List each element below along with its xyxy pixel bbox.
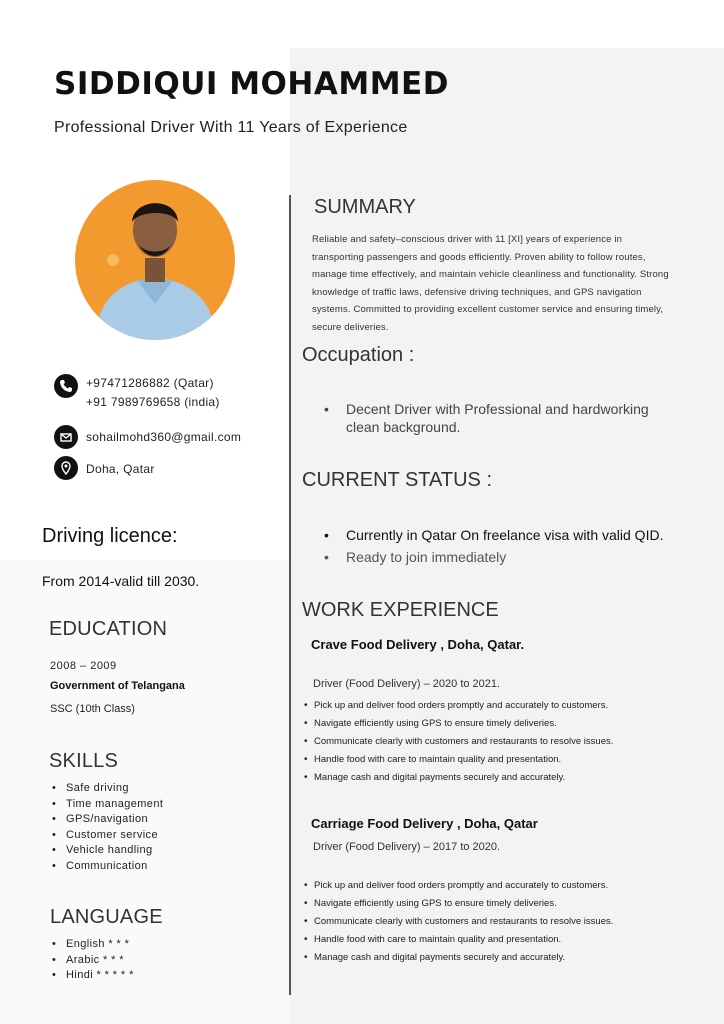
- job-duties-list: [304, 877, 704, 967]
- location-pin-icon: [54, 456, 78, 480]
- job-company: Crave Food Delivery , Doha, Qatar.: [311, 637, 525, 652]
- job-role: Driver (Food Delivery) – 2020 to 2021.: [313, 678, 501, 690]
- list-item: • Vehicle handling: [52, 843, 163, 859]
- licence-validity: From 2014-valid till 2030.: [42, 573, 200, 589]
- education-years: 2008 – 2009: [50, 660, 117, 672]
- job-role: Driver (Food Delivery) – 2017 to 2020.: [313, 841, 501, 853]
- list-item: • Safe driving: [52, 781, 163, 797]
- email-text[interactable]: sohailmohd360@gmail.com: [86, 430, 242, 444]
- current-status-heading: CURRENT STATUS :: [302, 469, 493, 491]
- phone-qatar[interactable]: +97471286882 (Qatar): [86, 376, 214, 390]
- licence-heading: Driving licence:: [42, 525, 178, 547]
- occupation-heading: Occupation :: [302, 344, 415, 366]
- phone-india[interactable]: +91 7989769658 (india): [86, 395, 220, 409]
- list-item: • Manage cash and digital payments securely and accurately.: [304, 949, 704, 967]
- job-company: Carriage Food Delivery , Doha, Qatar: [311, 816, 538, 831]
- list-item: • Navigate efficiently using GPS to ensure timely deliveries.: [304, 715, 704, 733]
- skills-list: [52, 781, 163, 874]
- contact-location-row: [54, 456, 155, 482]
- list-item: • GPS/navigation: [52, 812, 163, 828]
- list-item: • Manage cash and digital payments securely and accurately.: [304, 769, 704, 787]
- candidate-name: SIDDIQUI MOHAMMED: [54, 66, 449, 102]
- language-list: [52, 937, 134, 984]
- phone-icon: [54, 374, 78, 398]
- profile-photo: [75, 180, 235, 340]
- contact-phone-row: [54, 374, 220, 412]
- list-item: • Handle food with care to maintain quality and presentation.: [304, 751, 704, 769]
- list-item: • Currently in Qatar On freelance visa with valid QID.: [324, 526, 663, 544]
- summary-text: Reliable and safety–conscious driver with 11 [XI] years of experience in transporting passengers and goods efficiently. Proven ability to follow routes, manage time effectively, and maintain vehicle cleanliness and functionality. Strong knowledge of traffic laws, defensive driving techniques, and GPS navigation systems. Committed to providing excellent customer service and ensuring timely, secure deliveries.: [312, 234, 669, 333]
- list-item: • English * * *: [52, 937, 134, 953]
- education-class: SSC (10th Class): [50, 703, 135, 715]
- list-item: • Pick up and deliver food orders promptly and accurately to customers.: [304, 877, 704, 895]
- location-text: Doha, Qatar: [86, 462, 155, 476]
- list-item: • Ready to join immediately: [324, 548, 663, 566]
- mail-icon: [54, 425, 78, 449]
- list-item: • Arabic * * *: [52, 953, 134, 969]
- profile-photo-illustration: [75, 180, 235, 340]
- list-item: • Communication: [52, 859, 163, 875]
- education-org: Government of Telangana: [50, 680, 185, 692]
- list-item: • Time management: [52, 797, 163, 813]
- education-heading: EDUCATION: [49, 618, 168, 640]
- list-item: • Communicate clearly with customers and restaurants to resolve issues.: [304, 913, 704, 931]
- status-list: [324, 526, 663, 570]
- list-item: • Navigate efficiently using GPS to ensure timely deliveries.: [304, 895, 704, 913]
- candidate-subtitle: Professional Driver With 11 Years of Experience: [54, 119, 408, 136]
- list-item: • Customer service: [52, 828, 163, 844]
- summary-heading: SUMMARY: [314, 196, 416, 218]
- list-item: • Pick up and deliver food orders promptly and accurately to customers.: [304, 697, 704, 715]
- list-item: • Hindi * * * * *: [52, 968, 134, 984]
- work-experience-heading: WORK EXPERIENCE: [302, 599, 499, 621]
- list-item: • Decent Driver with Professional and hardworking clean background.: [324, 400, 674, 436]
- skills-heading: SKILLS: [49, 750, 119, 772]
- contact-email-row: [54, 425, 241, 449]
- language-heading: LANGUAGE: [50, 906, 163, 928]
- list-item: • Handle food with care to maintain quality and presentation.: [304, 931, 704, 949]
- job-duties-list: [304, 697, 704, 787]
- list-item: • Communicate clearly with customers and restaurants to resolve issues.: [304, 733, 704, 751]
- occupation-list: [324, 400, 674, 440]
- column-divider: [289, 195, 291, 995]
